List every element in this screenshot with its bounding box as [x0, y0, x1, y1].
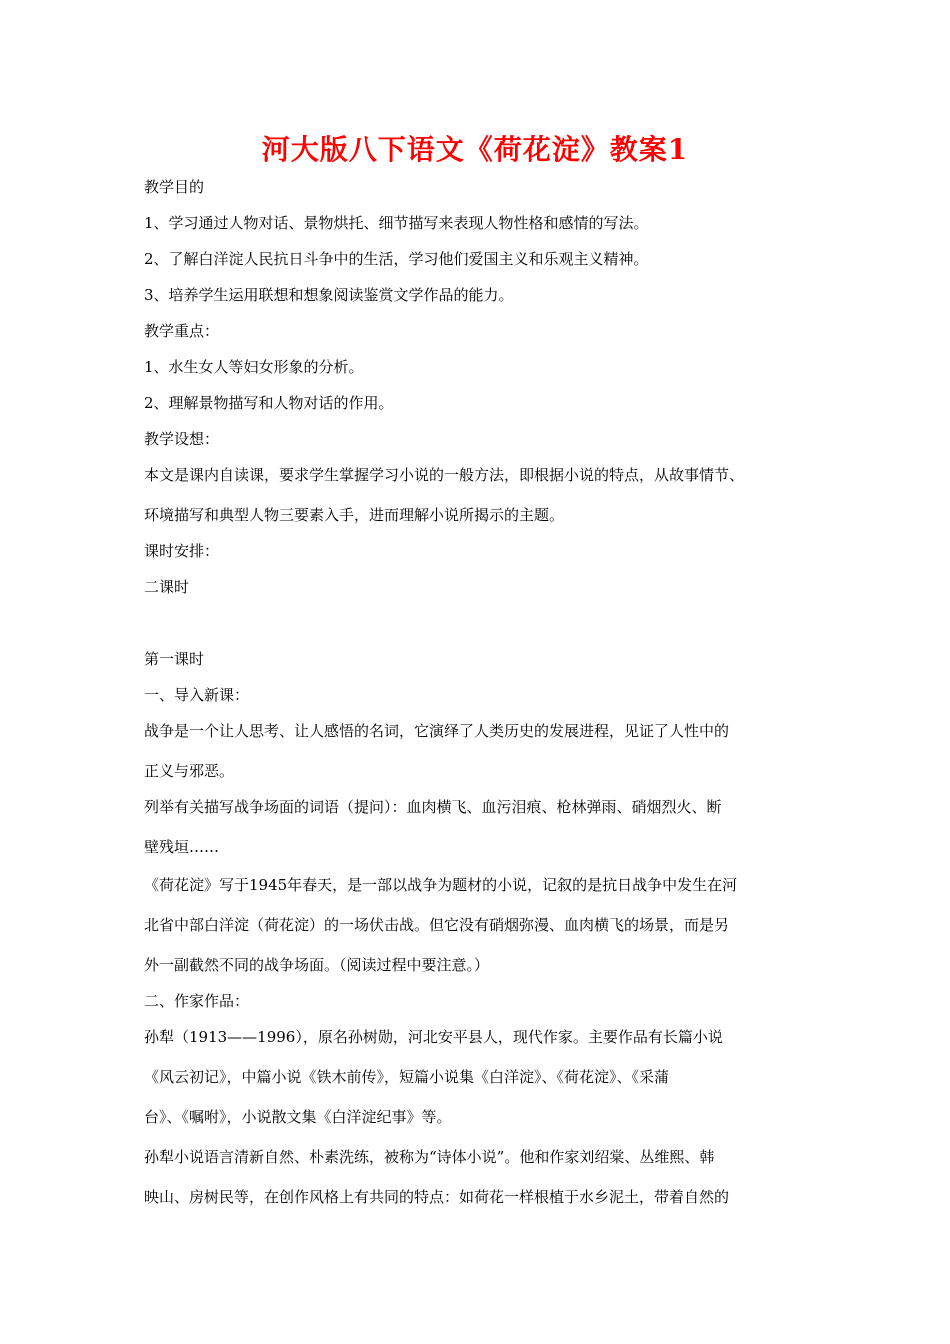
- paragraph-line: 《荷花淀》写于1945年春天，是一部以战争为题材的小说，记叙的是抗日战争中发生在河: [144, 876, 738, 894]
- paragraph-line: 2、理解景物描写和人物对话的作用。: [144, 394, 394, 412]
- paragraph-line: 北省中部白洋淀（荷花淀）的一场伏击战。但它没有硝烟弥漫、血肉横飞的场景，而是另: [144, 916, 730, 934]
- paragraph-line: 本文是课内自读课，要求学生掌握学习小说的一般方法，即根据小说的特点，从故事情节、: [144, 466, 745, 484]
- document-title: 河大版八下语文《荷花淀》教案1: [261, 133, 689, 166]
- paragraph-line: 1、水生女人等妇女形象的分析。: [144, 358, 364, 376]
- paragraph-line: 孙犁（1913——1996），原名孙树勋，河北安平县人，现代作家。主要作品有长篇小说: [144, 1028, 723, 1046]
- paragraph-line: 壁残垣……: [144, 838, 220, 856]
- section-heading-author: 二、作家作品：: [144, 992, 250, 1010]
- paragraph-line: 《风云初记》，中篇小说《铁木前传》，短篇小说集《白洋淀》、《荷花淀》、《采蒲: [144, 1068, 670, 1086]
- paragraph-line: 2、了解白洋淀人民抗日斗争中的生活，学习他们爱国主义和乐观主义精神。: [144, 250, 649, 268]
- paragraph-line: 台》、《嘱咐》，小说散文集《白洋淀纪事》等。: [144, 1108, 452, 1126]
- paragraph-line: 孙犁小说语言清新自然、朴素洗练，被称为“诗体小说”。他和作家刘绍棠、丛维熙、韩: [144, 1148, 715, 1166]
- section-heading-schedule: 课时安排：: [144, 542, 220, 560]
- paragraph-line: 战争是一个让人思考、让人感悟的名词，它演绎了人类历史的发展进程，见证了人性中的: [144, 722, 730, 740]
- section-heading-design: 教学设想：: [144, 430, 220, 448]
- paragraph-line: 二课时: [144, 578, 190, 596]
- paragraph-line: 外一副截然不同的战争场面。（阅读过程中要注意。）: [144, 956, 490, 974]
- paragraph-line: 1、学习通过人物对话、景物烘托、细节描写来表现人物性格和感情的写法。: [144, 214, 649, 232]
- paragraph-line: 环境描写和典型人物三要素入手，进而理解小说所揭示的主题。: [144, 506, 565, 524]
- paragraph-line: 3、培养学生运用联想和想象阅读鉴赏文学作品的能力。: [144, 286, 514, 304]
- paragraph-line: 列举有关描写战争场面的词语（提问）：血肉横飞、血污泪痕、枪林弹雨、硝烟烈火、断: [144, 798, 722, 816]
- paragraph-line: 正义与邪恶。: [144, 762, 235, 780]
- section-heading-lesson-one: 第一课时: [144, 650, 205, 668]
- section-heading-intro: 一、导入新课：: [144, 686, 250, 704]
- paragraph-line: 映山、房树民等，在创作风格上有共同的特点：如荷花一样根植于水乡泥土，带着自然的: [144, 1188, 730, 1206]
- section-heading-key-points: 教学重点：: [144, 322, 220, 340]
- section-heading-objectives: 教学目的: [144, 178, 205, 196]
